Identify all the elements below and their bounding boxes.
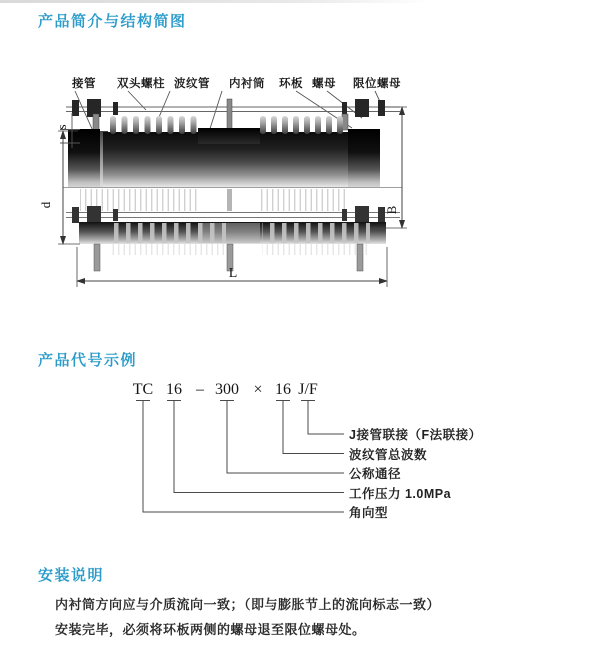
- bellows-fins-upper-right: [260, 116, 343, 134]
- part-labels: [71, 76, 401, 90]
- callout-connection: J接管联接（F法联接）: [349, 428, 482, 442]
- section1-heading: 产品简介与结构简图: [38, 13, 187, 30]
- code-pressure: 16: [166, 381, 182, 398]
- part-label-bellows: 波纹管: [174, 78, 210, 90]
- callout-work-pressure: 工作压力 1.0MPa: [349, 486, 452, 501]
- code-waves: 16: [275, 381, 291, 398]
- dim-label-L: L: [228, 266, 238, 281]
- section3-heading: 安装说明: [38, 567, 105, 584]
- code-dash: –: [196, 381, 204, 398]
- lower-corrugation-lines: [80, 189, 348, 211]
- expansion-joint-drawing: [30, 65, 510, 335]
- stud-center: [227, 99, 232, 131]
- part-label-inner-liner: 内衬筒: [229, 78, 265, 90]
- hanging-stud-left: [94, 244, 100, 271]
- part-label-limit-nut: 限位螺母: [353, 78, 401, 90]
- callout-angular-type: 角向型: [349, 506, 389, 520]
- bellows-fins-upper-left: [110, 116, 197, 134]
- code-conn: J/F: [298, 381, 318, 398]
- part-label-double-stud: 双头螺柱: [117, 78, 165, 90]
- structure-diagram: [30, 65, 510, 335]
- joint-body-upper: [68, 128, 380, 187]
- dim-label-B: B: [384, 205, 399, 215]
- part-label-connecting-pipe: 接管: [72, 78, 96, 90]
- stud-left: [93, 114, 99, 130]
- part-label-nut: 螺母: [312, 78, 336, 90]
- page-edge-shading: [0, 0, 430, 3]
- installation-notes: [55, 592, 555, 642]
- end-pipe-right: [348, 129, 380, 187]
- joint-body-lower: [79, 222, 386, 271]
- section2-heading: 产品代号示例: [38, 352, 138, 369]
- callout-nominal-dia: 公称通径: [349, 467, 402, 481]
- callout-wave-count: 波纹管总波数: [349, 447, 428, 462]
- installation-line-2: 安装完毕，必须将环板两侧的螺母退至限位螺母处。: [55, 622, 366, 637]
- inner-liner-band: [198, 128, 260, 144]
- hanging-stud-right: [357, 244, 363, 271]
- part-label-ring-plate: 环板: [279, 78, 303, 90]
- installation-line-1: 内衬筒方向应与介质流向一致；（即与膨胀节上的流向标志一致）: [55, 597, 441, 612]
- end-pipe-left: [68, 129, 100, 187]
- code-times: ×: [253, 381, 263, 398]
- code-diameter: 300: [215, 381, 239, 398]
- code-type: TC: [132, 381, 154, 398]
- dim-label-d: d: [38, 201, 53, 209]
- dim-label-s: s: [54, 124, 69, 130]
